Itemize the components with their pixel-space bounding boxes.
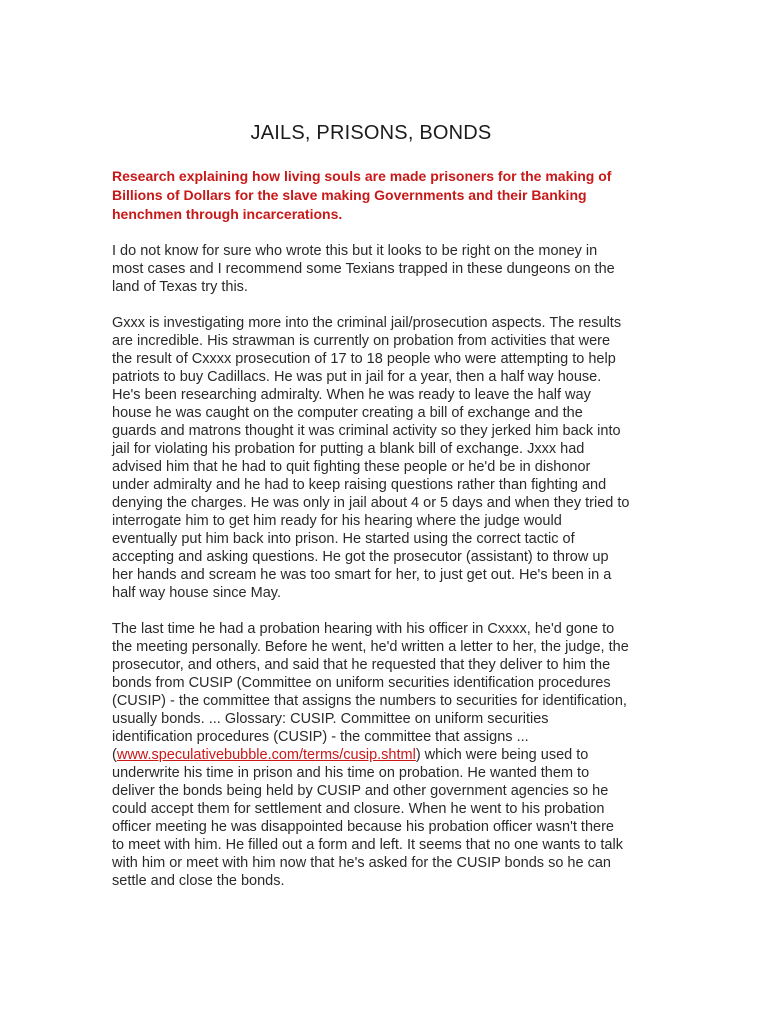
document-content xyxy=(112,122,630,908)
document-title: JAILS, PRISONS, BONDS xyxy=(250,122,492,144)
document-subtitle: Research explaining how living souls are made prisoners for the making of Billions of Dollars for the slave making Governments and their Banking henchmen through incarcerations. xyxy=(112,168,612,222)
paragraph-probation-text-start: The last time he had a probation hearing with his officer in Cxxxx, he'd gone to the meeting personally. Before he went, he'd written a letter to her, the judge, the prosecutor, and others, and said that he requested that they deliver to him the bonds from CUSIP (Committee on uniform securities identification procedures (CUSIP) - the committee that assigns the numbers to securities for identification, usually bonds. ... Glossary: CUSIP. Committee on uniform securities identification procedures (CUSIP) - the committee that assigns ... ( xyxy=(112,621,629,763)
paragraph-probation-text-end: ) which were being used to underwrite his time in prison and his time on probation. He wanted them to deliver the bonds being held by CUSIP and other government agencies so he could accept them for settlement and closure. When he went to his probation officer meeting he was disappointed because his probation officer wasn't there to meet with him. He filled out a form and left. It seems that no one wants to talk with him or meet with him now that he's asked for the CUSIP bonds so he can settle and close the bonds. xyxy=(112,747,623,889)
paragraph-investigation: Gxxx is investigating more into the criminal jail/prosecution aspects. The results are incredible. His strawman is currently on probation from activities that were the result of Cxxxx prosecution of 17 to 18 people who were attempting to help patriots to buy Cadillacs. He was put in jail for a year, then a half way house. He's been researching admiralty. When he was ready to leave the half way house he was caught on the computer creating a bill of exchange and the guards and matrons thought it was criminal activity so they jerked him back into jail for violating his probation for putting a blank bill of exchange. Jxxx had advised him that he had to quit fighting these people or he'd be in dishonor under admiralty and he had to keep raising questions rather than fighting and denying the charges. He was only in jail about 4 or 5 days and when they tried to interrogate him to get him ready for his hearing where the judge would eventually put him back into prison. He started using the correct tactic of accepting and asking questions. He got the prosecutor (assistant) to throw up her hands and scream he was too smart for her, to just get out. He's been in a half way house since May. xyxy=(112,315,630,601)
cusip-link[interactable]: www.speculativebubble.com/terms/cusip.shtml xyxy=(116,747,416,763)
paragraph-probation-hearing xyxy=(112,620,630,890)
paragraph-intro: I do not know for sure who wrote this but it looks to be right on the money in most cases and I recommend some Texians trapped in these dungeons on the land of Texas try this. xyxy=(112,243,615,295)
